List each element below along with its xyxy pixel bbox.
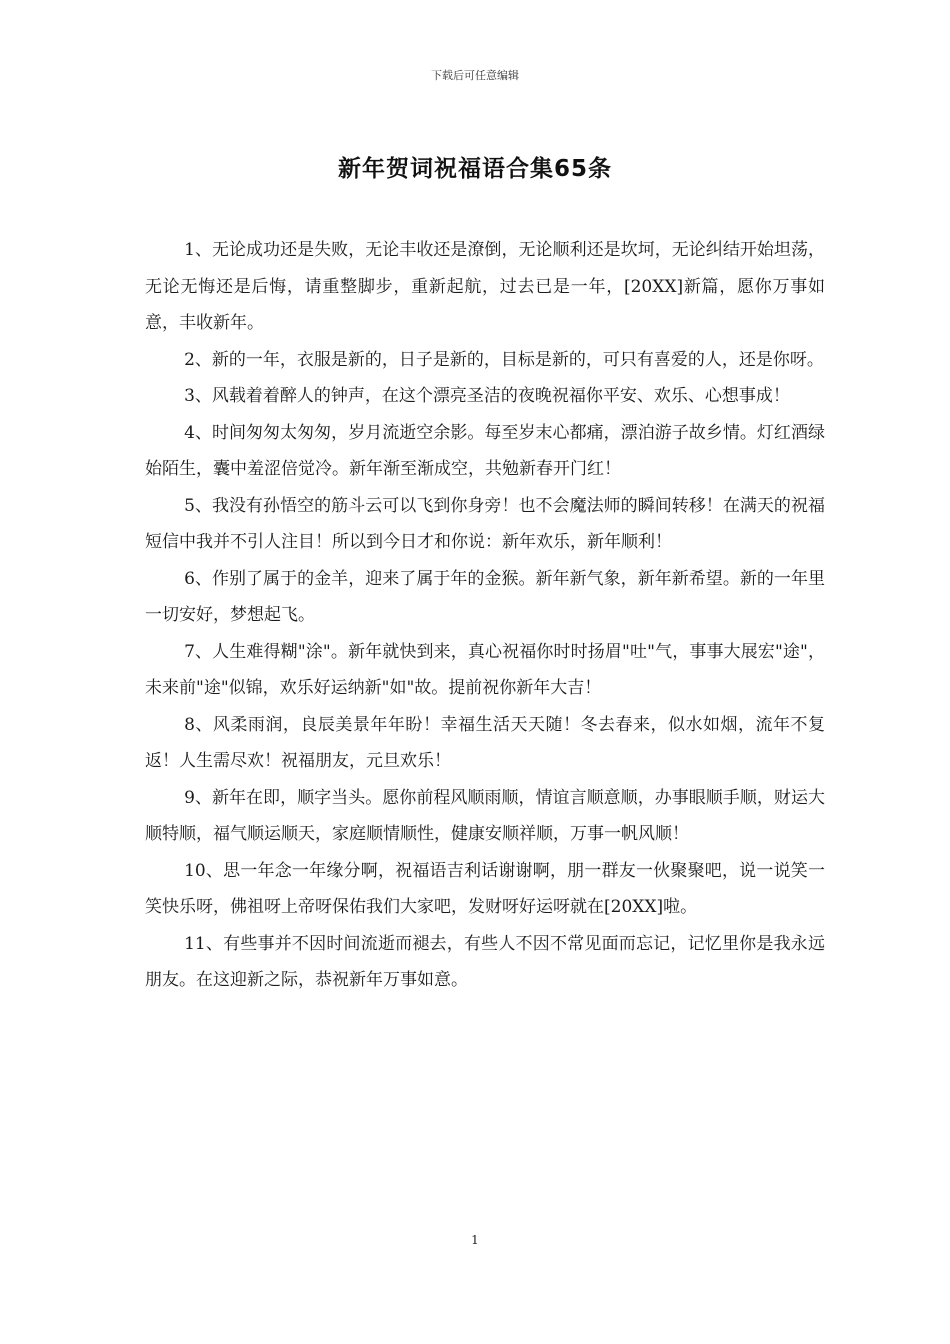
paragraph-11: 11、有些事并不因时间流逝而褪去，有些人不因不常见面而忘记，记忆里你是我永远朋友。在这迎新之际，恭祝新年万事如意。 — [145, 933, 825, 990]
paragraph-1: 1、无论成功还是失败，无论丰收还是潦倒，无论顺利还是坎坷，无论纠结开始坦荡，无论无悔还是后悔，请重整脚步，重新起航，过去已是一年，[20XX]新篇，愿你万事如意，丰收新年。 — [145, 240, 825, 333]
page-number: 1 — [471, 1233, 479, 1247]
paragraph-4: 4、时间匆匆太匆匆，岁月流逝空余影。每至岁末心都痛，漂泊游子故乡情。灯红酒绿始陌生，囊中羞涩倍觉冷。新年渐至渐成空，共勉新春开门红！ — [145, 422, 825, 479]
paragraph-3: 3、风载着着醉人的钟声，在这个漂亮圣洁的夜晚祝福你平安、欢乐、心想事成！ — [184, 386, 790, 406]
paragraph-9: 9、新年在即，顺字当头。愿你前程风顺雨顺，情谊言顺意顺，办事眼顺手顺，财运大顺特顺，福气顺运顺天，家庭顺情顺性，健康安顺祥顺，万事一帆风顺！ — [145, 787, 825, 844]
page-title: 新年贺词祝福语合集65条 — [337, 156, 612, 182]
paragraph-7: 7、人生难得糊"涂"。新年就快到来，真心祝福你时时扬眉"吐"气，事事大展宏"途"，未来前"途"似锦，欢乐好运纳新"如"故。提前祝你新年大吉！ — [145, 641, 825, 698]
paragraph-8: 8、风柔雨润，良辰美景年年盼！幸福生活天天随！冬去春来，似水如烟，流年不复返！人生需尽欢！祝福朋友，元旦欢乐！ — [145, 714, 825, 771]
paragraph-6: 6、作别了属于的金羊，迎来了属于年的金猴。新年新气象，新年新希望。新的一年里一切安好，梦想起飞。 — [145, 568, 825, 625]
header-note: 下载后可任意编辑 — [431, 69, 519, 82]
body-text — [145, 232, 825, 999]
paragraph-5: 5、我没有孙悟空的筋斗云可以飞到你身旁！也不会魔法师的瞬间转移！在满天的祝福短信中我并不引人注目！所以到今日才和你说：新年欢乐，新年顺利！ — [145, 495, 825, 552]
paragraph-2: 2、新的一年，衣服是新的，日子是新的，目标是新的，可只有喜爱的人，还是你呀。 — [184, 349, 824, 370]
paragraph-10: 10、思一年念一年缘分啊，祝福语吉利话谢谢啊，朋一群友一伙聚聚吧，说一说笑一笑快乐呀，佛祖呀上帝呀保佑我们大家吧，发财呀好运呀就在[20XX]啦。 — [145, 860, 825, 917]
